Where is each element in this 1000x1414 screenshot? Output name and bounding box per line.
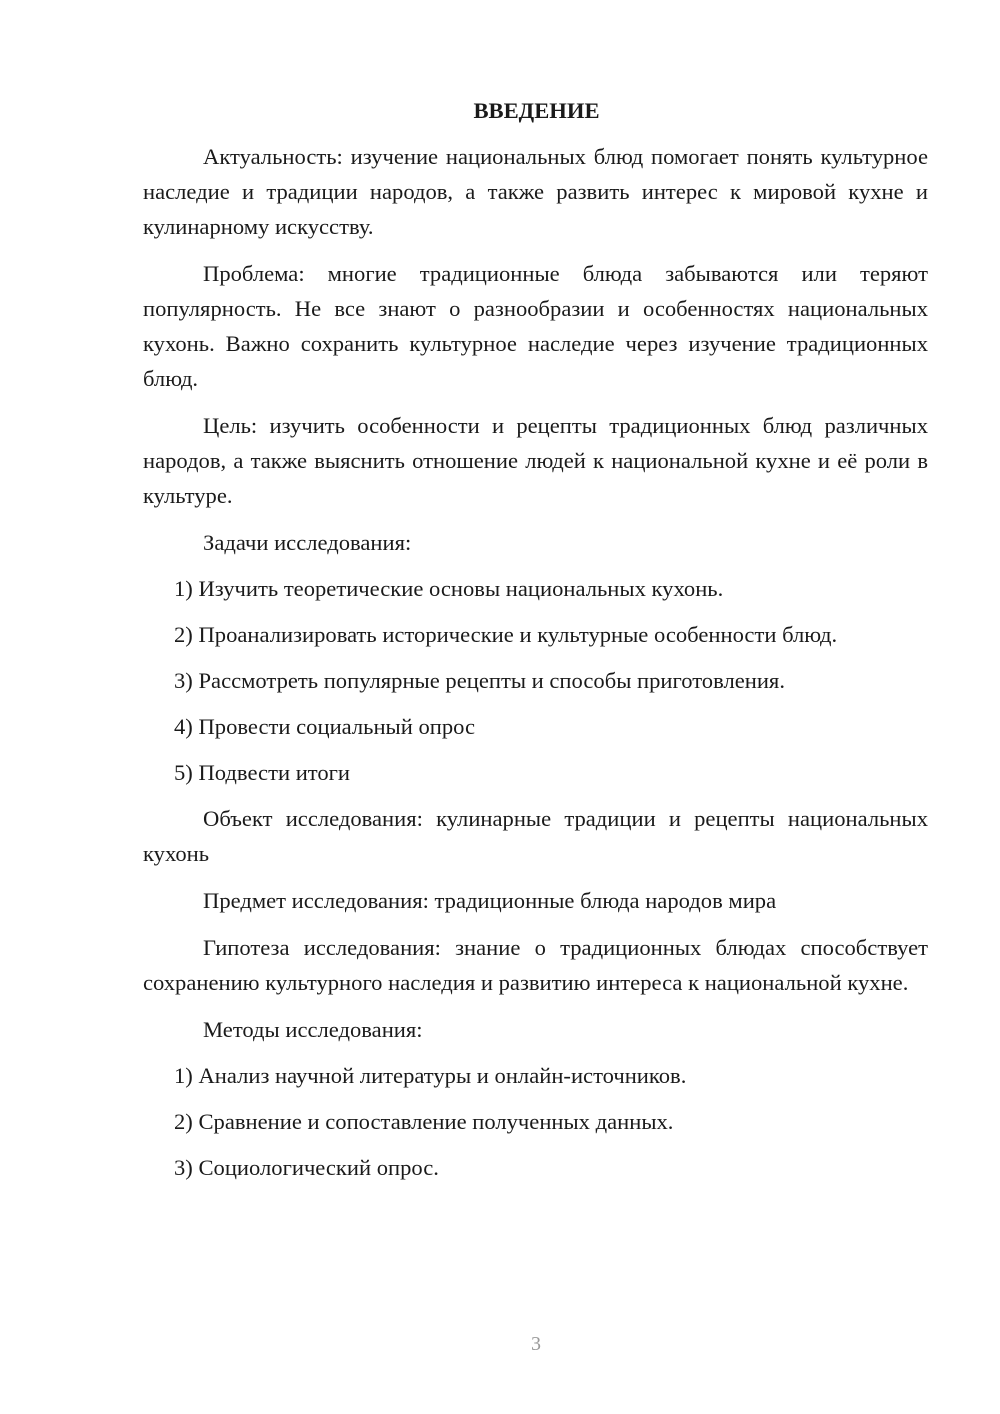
task-item: 3) Рассмотреть популярные рецепты и способы приготовления. (174, 668, 785, 693)
relevance-paragraph: Актуальность: изучение национальных блюд помогает понять культурное наследие и традиции народов, а также развить интерес к мировой кухне и кулинарному искусству. (143, 144, 928, 239)
goal-paragraph: Цель: изучить особенности и рецепты традиционных блюд различных народов, а также выяснить отношение людей к национальной кухне и её роли в культуре. (143, 413, 928, 508)
task-item: 2) Проанализировать исторические и культурные особенности блюд. (174, 622, 838, 647)
task-item: 1) Изучить теоретические основы национальных кухонь. (174, 576, 724, 601)
method-item: 3) Социологический опрос. (174, 1155, 439, 1180)
problem-paragraph: Проблема: многие традиционные блюда забываются или теряют популярность. Не все знают о разнообразии и особенностях национальных кухонь. Важно сохранить культурное наследие через изучение традиционных блюд. (143, 261, 928, 391)
hypothesis-paragraph: Гипотеза исследования: знание о традиционных блюдах способствует сохранению культурного наследия и развитию интереса к национальной кухне. (143, 935, 928, 995)
method-item: 1) Анализ научной литературы и онлайн-источников. (174, 1063, 687, 1088)
task-item: 4) Провести социальный опрос (174, 714, 476, 739)
methods-heading: Методы исследования: (203, 1017, 423, 1042)
section-title: ВВЕДЕНИЕ (473, 98, 600, 123)
document-body (143, 93, 928, 1196)
tasks-heading: Задачи исследования: (203, 530, 412, 555)
object-paragraph: Объект исследования: кулинарные традиции и рецепты национальных кухонь (143, 806, 928, 866)
subject-paragraph: Предмет исследования: традиционные блюда народов мира (203, 888, 777, 913)
page-number: 3 (531, 1333, 541, 1355)
task-item: 5) Подвести итоги (174, 760, 351, 785)
method-item: 2) Сравнение и сопоставление полученных данных. (174, 1109, 674, 1134)
